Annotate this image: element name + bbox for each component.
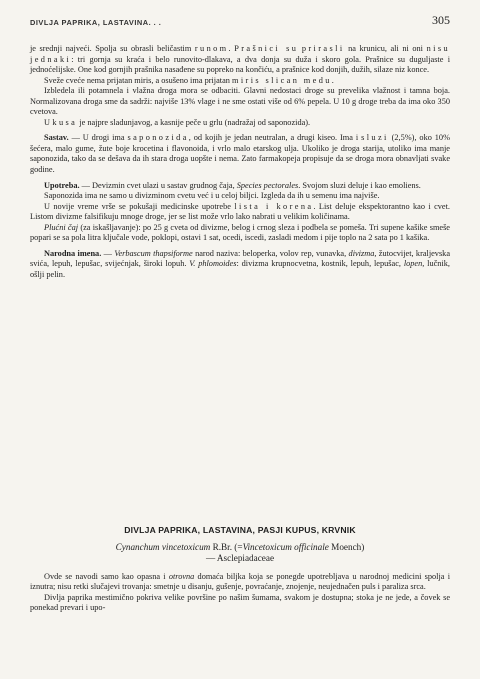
paragraph-folk-names: Narodna imena. — Verbascum thapsiforme narod naziva: beloperka, volov rep, vunavka, divizma, žutocvijet, kraljevska svića, lepuh, lepušac, svijećnjak, široki lopuh. V. phlomoides: divizma krupnocvetna, kostnik, lepuh, lepušac, lopen, lučnik, ošlji pelin.: [30, 248, 451, 279]
paragraph-scent: Sveže cveće nema prijatan miris, a osušeno ima prijatan miris slican medu.: [44, 75, 334, 85]
main-text: [30, 44, 450, 280]
page-header: [30, 13, 450, 31]
usage-label: Upotreba.: [44, 180, 80, 190]
paragraph-saponins: Saponozida ima ne samo u divizminom cvetu već i u celoj biljci. Izgleda da ih u semenu ima najviše.: [44, 191, 380, 201]
paragraph-flower-description: je srednji najveći. Spolja su obrasli beličastim runom. Prašnici su prirasli na krunicu, ali ni oni nisu jednaki: tri gornja su kraća i belo runovito-dlakava, a dva donja su duža i skoro gola. Prašnice su duguljaste i jednoćelijske. One kod gornjih prašnika nasađene su popreko na končiću, a prašnice kod donjih, dužih, silaze niz konce.: [30, 44, 450, 75]
running-title: DIVLJA PAPRIKA, LASTAVINA. . .: [30, 18, 162, 27]
paragraph-habitat: Divlja paprika mestimično pokriva velike površine po našim šumama, svakom je dostupna; stoka je ne jede, a čovek se ponekad prevari i upo-: [30, 592, 450, 613]
section-title: DIVLJA PAPRIKA, LASTAVINA, PASJI KUPUS, KRVNIK: [124, 525, 356, 535]
paragraph-usage: Upotreba. — Devizmin cvet ulazi u sastav grudnog čaja, Species pectorales. Svojom sluzi deluje i kao emoliens.: [44, 180, 421, 190]
plant-family: — Asclepiadaceae: [205, 552, 275, 563]
paragraph-taste: Ukusa je najpre sladunjavog, a kasnije peče u grlu (nadražaj od saponozida).: [44, 117, 311, 127]
paragraph-composition: Sastav. — U drogi ima saponozida, od kojih je jedan neutralan, a drugi kiseo. Ima i sluzi (2,5%), oko 10% šećera, malo gume, žute boje krocetina i flavonoida, i vrlo malo etarskog ulja. Ukoliko je droga starija, utoliko ima manje saponozida, tako da se dešava da ih stara droga uopšte i nema. Zato farmakopeja propisuje da se droga mora obnavljati svake godine.: [30, 133, 450, 175]
paragraph-lung-tea: Plućni čaj (za iskašljavanje): po 25 g cveta od divizme, belog i crnog sleza i podbela se pomeša. Tri supene kašike smeše popari se sa pola litra ključale vode, poklopi, ostavi 1 sat, ocedi, iscedi, zasladi medom i pije toplo na 2 sata po 1 kašika.: [30, 222, 450, 243]
paragraph-quality: Izbledela ili potamnela i vlažna droga mora se odbaciti. Glavni nedostaci droge su prevelika vlažnost i tamna boja. Normalizovana droga sme da sadrži: najviše 13% vlage i ne sme ostati više od 6% pepela. U 10 g droge treba da ima oko 350 cvetova.: [30, 86, 450, 117]
page-number: 305: [432, 13, 450, 27]
composition-label: Sastav.: [44, 133, 69, 143]
paragraph-toxicity: Ovde se navodi samo kao opasna i otrovna domaća biljka koja se ponegde upotrebljava u narodnoj medicini spolja i iznutra; nisu retki slučajevi trovanja: smetnje u disanju, gušenje, povraćanje, znojenje, neujednačen puls i paraliza srca.: [30, 571, 450, 592]
latin-name-block: Cynanchum vincetoxicum R.Br. (=Vincetoxicum officinale Moench) — Asclepiadaceae: [115, 541, 365, 563]
paragraph-leaf-root: U novije vreme vrše se pokušaji medicinske upotrebe lista i korena. List deluje ekspektorantno kao i cvet. Listom divizme falsifikuju mnoge droge, jer se list može vrlo lako nabrati u velikim količinama.: [30, 201, 450, 222]
folk-names-label: Narodna imena.: [44, 248, 102, 258]
section-cynanchum: [30, 525, 450, 614]
